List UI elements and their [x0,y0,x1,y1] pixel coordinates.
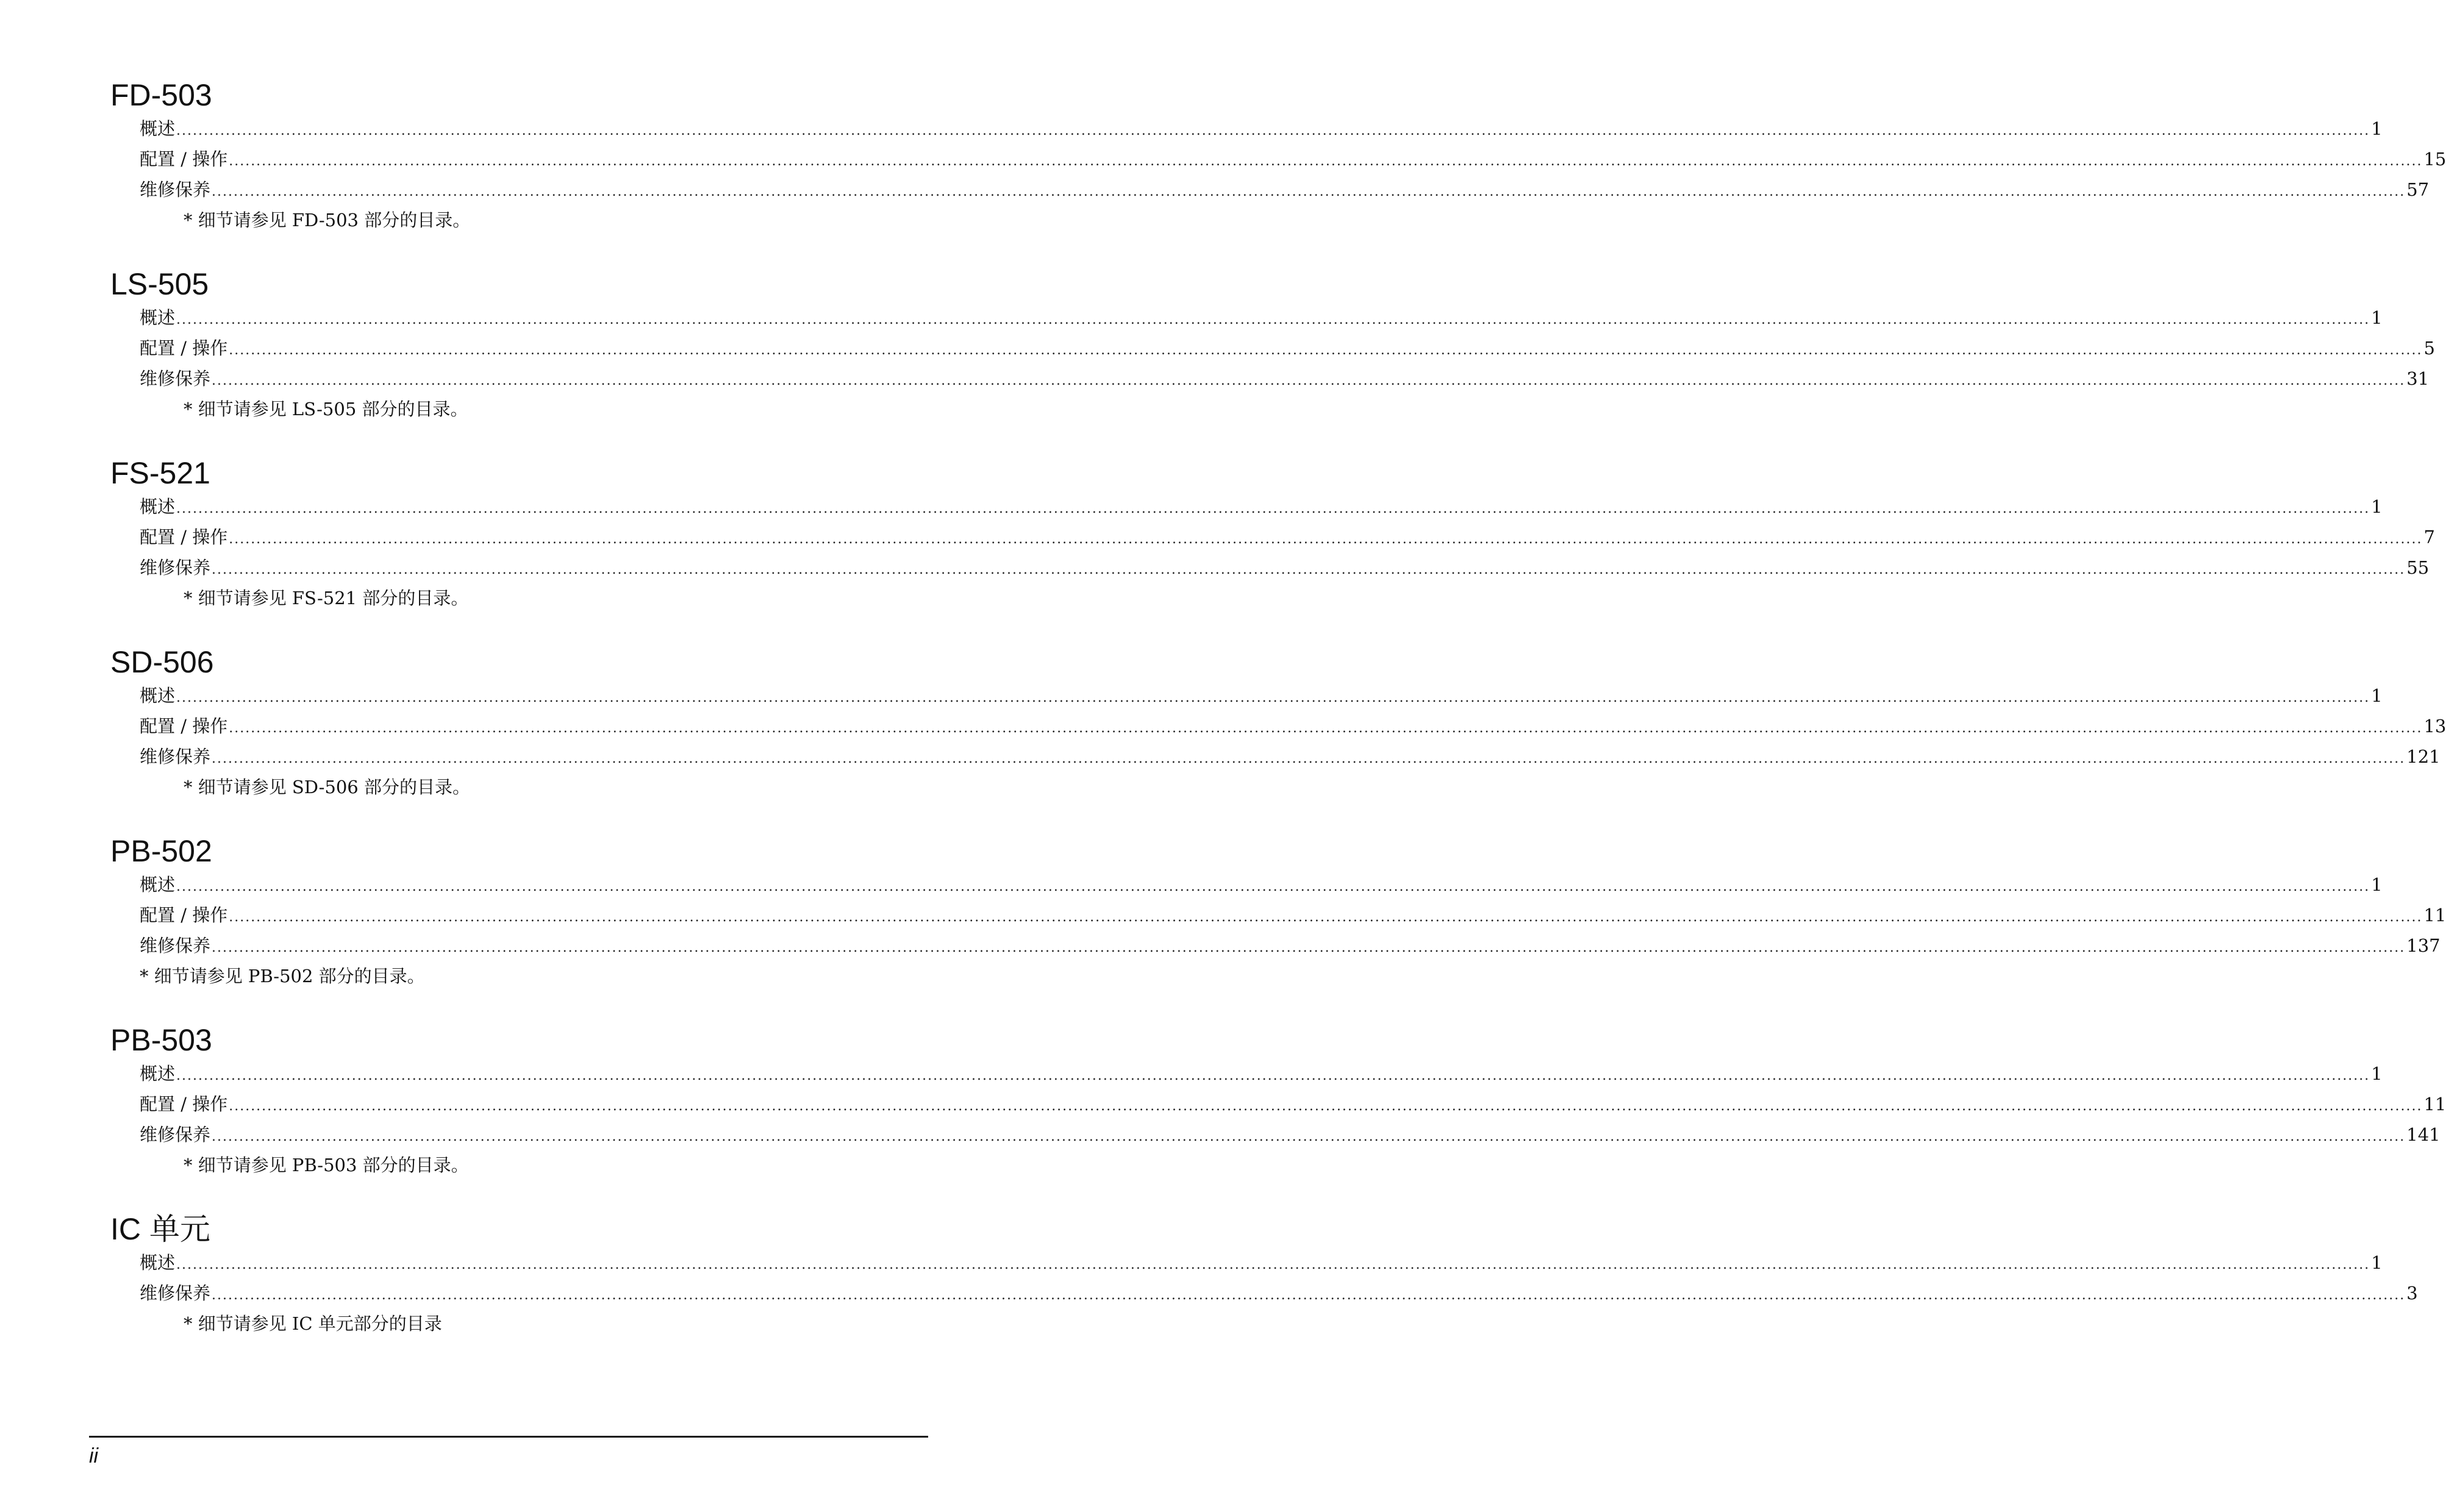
toc-entry[interactable] [140,741,2441,772]
section-note: * 细节请参见 PB-503 部分的目录。 [184,1155,469,1175]
toc-entry-label: 维修保养 [140,557,211,578]
dot-leader: ................................................................................................................................................................................................................................................................................................................................................................................................................ [229,910,2423,925]
toc-section-sd-506 [110,645,2446,802]
toc-entry[interactable] [140,333,2435,363]
toc-section-ls-505 [110,267,2435,424]
section-title: FD-503 [110,78,212,112]
dot-leader: ................................................................................................................................................................................................................................................................................................................................................................................................................ [212,562,2406,577]
toc-entry-label: 概述 [140,496,176,517]
toc-section-pb-502 [110,834,2446,991]
toc-section-fd-503 [110,78,2446,235]
toc-entry[interactable] [140,491,2383,522]
section-note: * 细节请参见 FD-503 部分的目录。 [184,210,471,230]
section-note: * 细节请参见 LS-505 部分的目录。 [184,399,468,419]
toc-entry-label: 维修保养 [140,935,211,956]
section-note: * 细节请参见 FS-521 部分的目录。 [184,588,469,608]
section-title: LS-505 [110,267,209,301]
toc-entry-page: 15 [2423,149,2446,169]
toc-entry-label: 概述 [140,307,176,328]
toc-entry[interactable] [140,1089,2446,1119]
toc-entry-label: 配置 / 操作 [140,527,228,547]
toc-entry-label: 维修保养 [140,179,211,200]
toc-entry-page: 3 [2406,1283,2418,1303]
toc-entry-label: 概述 [140,874,176,895]
toc-entry-label: 概述 [140,1252,176,1273]
toc-entry[interactable] [140,174,2430,205]
toc-entry-page: 1 [2371,685,2383,706]
dot-leader: ................................................................................................................................................................................................................................................................................................................................................................................................................ [212,1129,2406,1144]
toc-entry[interactable] [140,302,2383,333]
toc-entry-page: 31 [2406,368,2430,389]
section-note: * 细节请参见 PB-502 部分的目录。 [140,966,425,986]
toc-entry-label: 概述 [140,685,176,706]
dot-leader: ................................................................................................................................................................................................................................................................................................................................................................................................................ [212,373,2406,388]
toc-entry-page: 1 [2371,118,2383,139]
toc-entry-label: 配置 / 操作 [140,716,228,736]
toc-entry[interactable] [140,1119,2441,1150]
dot-leader: ................................................................................................................................................................................................................................................................................................................................................................................................................ [176,879,2370,894]
toc-entry-page: 1 [2371,496,2383,517]
toc-section-ic-unit [110,1212,2418,1339]
section-title: PB-503 [110,1023,212,1057]
toc-entry-label: 配置 / 操作 [140,1094,228,1114]
toc-entry-page: 5 [2423,338,2435,358]
toc-entry[interactable] [140,552,2430,583]
section-title: IC 单元 [110,1212,210,1246]
toc-entry-page: 137 [2406,935,2441,956]
toc-entry-page: 141 [2406,1124,2441,1145]
toc-entry-page: 1 [2371,1063,2383,1084]
toc-entry-page: 1 [2371,307,2383,328]
dot-leader: ................................................................................................................................................................................................................................................................................................................................................................................................................ [212,1288,2406,1303]
dot-leader: ................................................................................................................................................................................................................................................................................................................................................................................................................ [176,690,2370,705]
dot-leader: ................................................................................................................................................................................................................................................................................................................................................................................................................ [212,751,2406,766]
toc-entry[interactable] [140,900,2446,930]
section-note: * 细节请参见 IC 单元部分的目录 [184,1313,442,1334]
toc-entry-label: 配置 / 操作 [140,149,228,169]
toc-entry[interactable] [140,869,2383,900]
toc-entry-page: 1 [2371,1252,2383,1273]
toc-entry-page: 13 [2423,716,2446,736]
toc-entry[interactable] [140,680,2383,711]
toc-entry[interactable] [140,522,2435,552]
dot-leader: ................................................................................................................................................................................................................................................................................................................................................................................................................ [212,184,2406,199]
toc-entry-label: 维修保养 [140,746,211,767]
dot-leader: ................................................................................................................................................................................................................................................................................................................................................................................................................ [229,721,2423,736]
dot-leader: ................................................................................................................................................................................................................................................................................................................................................................................................................ [229,154,2423,169]
toc-section-fs-521 [110,456,2435,613]
dot-leader: ................................................................................................................................................................................................................................................................................................................................................................................................................ [176,1257,2370,1272]
dot-leader: ................................................................................................................................................................................................................................................................................................................................................................................................................ [212,940,2406,955]
toc-entry[interactable] [140,1247,2383,1278]
section-note: * 细节请参见 SD-506 部分的目录。 [184,777,470,797]
toc-entry-label: 维修保养 [140,1283,211,1303]
toc-entry-page: 1 [2371,874,2383,895]
toc-entry-label: 概述 [140,1063,176,1084]
toc-entry-page: 11 [2423,905,2446,925]
dot-leader: ................................................................................................................................................................................................................................................................................................................................................................................................................ [176,501,2370,516]
toc-entry-page: 55 [2406,557,2430,578]
toc-section-pb-503 [110,1023,2446,1180]
toc-entry[interactable] [140,113,2383,144]
toc-entry-label: 维修保养 [140,368,211,389]
dot-leader: ................................................................................................................................................................................................................................................................................................................................................................................................................ [229,343,2423,358]
toc-entry-page: 57 [2406,179,2430,200]
page-number: ii [89,1444,99,1467]
toc-entry-label: 概述 [140,118,176,139]
toc-entry[interactable] [140,1278,2418,1308]
section-title: SD-506 [110,645,214,679]
toc-entry[interactable] [140,363,2430,394]
toc-entry-label: 配置 / 操作 [140,338,228,358]
dot-leader: ................................................................................................................................................................................................................................................................................................................................................................................................................ [229,532,2423,547]
dot-leader: ................................................................................................................................................................................................................................................................................................................................................................................................................ [229,1099,2423,1114]
footer-rule [89,1436,928,1438]
dot-leader: ................................................................................................................................................................................................................................................................................................................................................................................................................ [176,312,2370,327]
toc-entry[interactable] [140,930,2441,961]
section-title: PB-502 [110,834,212,868]
toc-entry-page: 121 [2406,746,2441,767]
dot-leader: ................................................................................................................................................................................................................................................................................................................................................................................................................ [176,123,2370,138]
toc-entry[interactable] [140,144,2446,174]
toc-entry-page: 11 [2423,1094,2446,1114]
toc-entry[interactable] [140,1058,2383,1089]
toc-entry-page: 7 [2423,527,2435,547]
toc-entry-label: 维修保养 [140,1124,211,1145]
section-title: FS-521 [110,456,210,490]
toc-entry[interactable] [140,711,2446,741]
dot-leader: ................................................................................................................................................................................................................................................................................................................................................................................................................ [176,1068,2370,1083]
toc-entry-label: 配置 / 操作 [140,905,228,925]
